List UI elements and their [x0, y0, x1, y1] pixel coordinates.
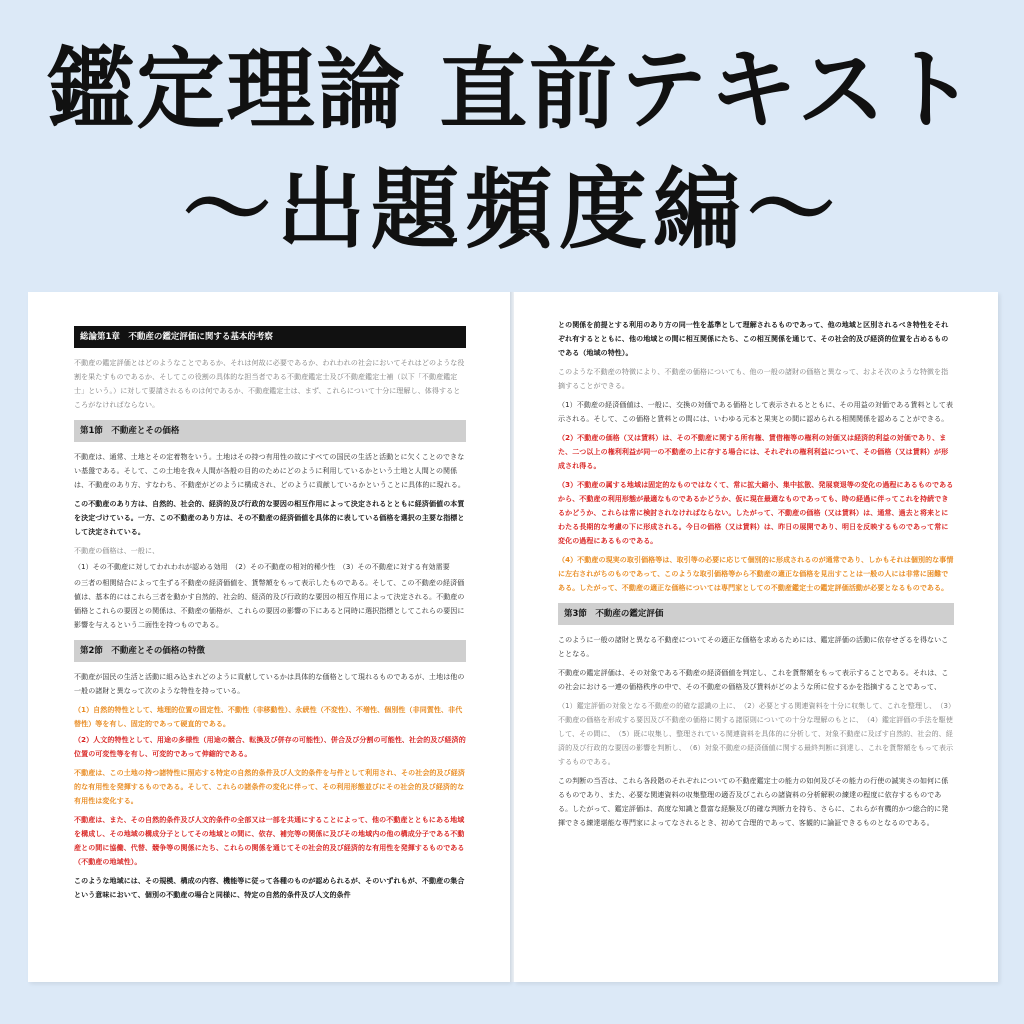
left-page	[28, 292, 510, 982]
main-title: 鑑定理論 直前テキスト	[46, 38, 978, 141]
paragraph-bold: この不動産のあり方は、自然的、社会的、経済的及び行政的な要因の相互作用によって決定されるとともに経済価値の本質を決定づけている。一方、この不動産のあり方は、その不動産の経済価値を具体的に表している価格を選択の主要な指標として決定されている。	[74, 500, 465, 536]
paragraph: このように一般の諸財と異なる不動産についてその適正な価格を求めるためには、鑑定評価の活動に依存せざるを得ないこととなる。	[558, 636, 949, 658]
paragraph: 不動産の鑑定評価は、その対象である不動産の経済価値を判定し、これを貨幣額をもって表示することである。それは、この社会における一連の価格秩序の中で、その不動産の価格及び賃料がどのような所に位するかを指摘することであって、	[558, 669, 949, 691]
paragraph-highlight-orange: （4）不動産の現実の取引価格等は、取引等の必要に応じて個別的に形成されるのが通常であり、しかもそれは個別的な事情に左右されがちのものであって、このような取引価格等から不動産の適正な価格を見出すことは一般の人には非常に困難である。したがって、不動産の適正な価格については専門家としての不動産鑑定士の鑑定評価活動が必要となるものである。	[558, 556, 954, 592]
paragraph-highlight-red: （2）不動産の価格（又は賃料）は、その不動産に関する所有権、賃借権等の権利の対価又は経済的利益の対価であり、また、二つ以上の権利利益が同一の不動産の上に存する場合には、それぞれの権利利益について、その価格（又は賃料）が形成され得る。	[558, 434, 949, 470]
paragraph: の三者の相関結合によって生ずる不動産の経済価値を、貨幣額をもって表示したものである。そして、この不動産の経済価値は、基本的にはこれら三者を動かす自然的、社会的、経済的及び行政的な要因の相互作用によって決定される。不動産の価格とこれらの要因との関係は、不動産の価格が、これらの要因の影響の下にあると同時に選択指標としてこれらの要因に影響を与えるという二面性を持つものである。	[74, 579, 465, 629]
right-page	[514, 292, 998, 982]
chapter-intro: 不動産の鑑定評価とはどのようなことであるか、それは何故に必要であるか、われわれの社会においてそれはどのような役割を果たすものであるか、そしてこの役割の具体的な担当者である不動産鑑定士及び不動産鑑定士補（以下「不動産鑑定士」という。）に対して要請されるものは何であるか、不動産鑑定士は、まず、これらについて十分に理解し、体得するところがなければならない。	[74, 359, 465, 409]
paragraph: この判断の当否は、これら各段階のそれぞれについての不動産鑑定士の能力の如何及びその能力の行使の誠実さの如何に係るものであり、また、必要な関連資料の収集整理の適否及びこれらの諸資料の分析解釈の練達の程度に依存するものである。したがって、鑑定評価は、高度な知識と豊富な経験及び的確な判断力を持ち、さらに、これらが有機的かつ総合的に発揮できる練達堪能な専門家によってなされるとき、初めて合理的であって、客観的に論証できるものとなるのである。	[558, 777, 949, 827]
sub-title: 〜出題頻度編〜	[182, 158, 841, 261]
paragraph-highlight-orange: （1）自然的特性として、地理的位置の固定性、不動性（非移動性）、永続性（不変性）、不増性、個別性（非同質性、非代替性）等を有し、固定的であって硬直的である。	[74, 706, 463, 728]
section-2-heading: 第2節 不動産とその価格の特徴	[74, 640, 466, 662]
section-1-heading: 第1節 不動産とその価格	[74, 420, 466, 442]
paragraph-highlight-red: 不動産は、また、その自然的条件及び人文的条件の全部又は一部を共通にすることによって、他の不動産とともにある地域を構成し、その地域の構成分子としてその地域との間に、依存、補完等の関係に及びその地域内の他の構成分子である不動産との間に協働、代替、競争等の関係にたち、これらの関係を通じてその社会的及び経済的な有用性を発揮するものである（不動産の地域性）。	[74, 816, 465, 866]
paragraph-bold: このような地域には、その規模、構成の内容、機能等に従って各種のものが認められるが、そのいずれもが、不動産の集合という意味において、個別の不動産の場合と同様に、特定の自然的条件及び人文的条件	[74, 877, 465, 899]
paragraph: 不動産が国民の生活と活動に組み込まれどのように貢献しているかは具体的な価格として現れるものであるが、土地は他の一般の諸財と異なって次のような特性を持っている。	[74, 673, 465, 695]
paragraph-highlight-red: （3）不動産の属する地域は固定的なものではなくて、常に拡大縮小、集中拡散、発展衰退等の変化の過程にあるものであるから、不動産の利用形態が最適なものであるかどうか、仮に現在最適なものであっても、時の経過に伴ってこれを持続できるかどうか、これらは常に検討されなければならない。したがって、不動産の価格（又は賃料）は、通常、過去と将来とにわたる長期的な考慮の下に形成される。今日の価格（又は賃料）は、昨日の展開であり、明日を反映するものであって常に変化の過程にあるものである。	[558, 481, 954, 545]
left-page-content	[74, 326, 466, 907]
chapter-heading: 総論第1章 不動産の鑑定評価に関する基本的考察	[74, 326, 466, 348]
paragraph: このような不動産の特徴により、不動産の価格についても、他の一般の諸財の価格と異なって、およそ次のような特徴を指摘することができる。	[558, 368, 949, 390]
paragraph-list: （1）その不動産に対してわれわれが認める効用 （2）その不動産の相対的稀少性 （3）その不動産に対する有効需要	[74, 563, 450, 571]
paragraph-list: （1）鑑定評価の対象となる不動産の的確な認識の上に、 （2）必要とする関連資料を十分に収集して、これを整理し、 （3）不動産の価格を形成する要因及び不動産の価格に関する諸原則についての十分な理解のもとに、 （4）鑑定評価の手法を駆使して、その間に、 （5）既に収集し、整理されている関連資料を具体的に分析して、対象不動産に及ぼす自然的、社会的、経済的及び行政的な要因の影響を判断し、 （6）対象不動産の経済価値に関する最終判断に到達し、これを貨幣額をもって表示するものである。	[558, 702, 954, 766]
paragraph: 不動産の価格は、一般に、	[74, 547, 160, 555]
paragraph-highlight-orange: 不動産は、この土地の持つ諸特性に照応する特定の自然的条件及び人文的条件を与件として利用され、その社会的及び経済的な有用性を発揮するものである。そして、これらの諸条件の変化に伴って、その利用形態並びにその社会的及び経済的な有用性は変化する。	[74, 769, 465, 805]
paragraph-highlight-red: （2）人文的特性として、用途の多様性（用途の競合、転換及び併存の可能性）、併合及び分割の可能性、社会的及び経済的位置の可変性等を有し、可変的であって伸縮的である。	[74, 736, 466, 758]
title-block	[0, 0, 1024, 290]
paragraph-bold: との関係を前提とする利用のあり方の同一性を基準として理解されるものであって、他の地域と区別されるべき特性をそれぞれ有するとともに、他の地域との間に相互関係にたち、この相互関係を通じて、その社会的及び経済的位置を占めるものである（地域の特性）。	[558, 321, 949, 357]
section-3-heading: 第3節 不動産の鑑定評価	[558, 603, 954, 625]
paragraph: 不動産は、通常、土地とその定着物をいう。土地はその持つ有用性の故にすべての国民の生活と活動とに欠くことのできない基盤である。そして、この土地を我々人間が各般の目的のためにどのように利用しているかという土地と人間との関係は、不動産のあり方、すなわち、不動産がどのように構成され、どのように貢献しているかということに具体的に現れる。	[74, 453, 465, 489]
paragraph: （1）不動産の経済価値は、一般に、交換の対価である価格として表示されるとともに、その用益の対価である賃料として表示される。そして、この価格と賃料との間には、いわゆる元本と果実との間に認められる相関関係を認めることができる。	[558, 401, 954, 423]
right-page-content	[558, 318, 954, 835]
